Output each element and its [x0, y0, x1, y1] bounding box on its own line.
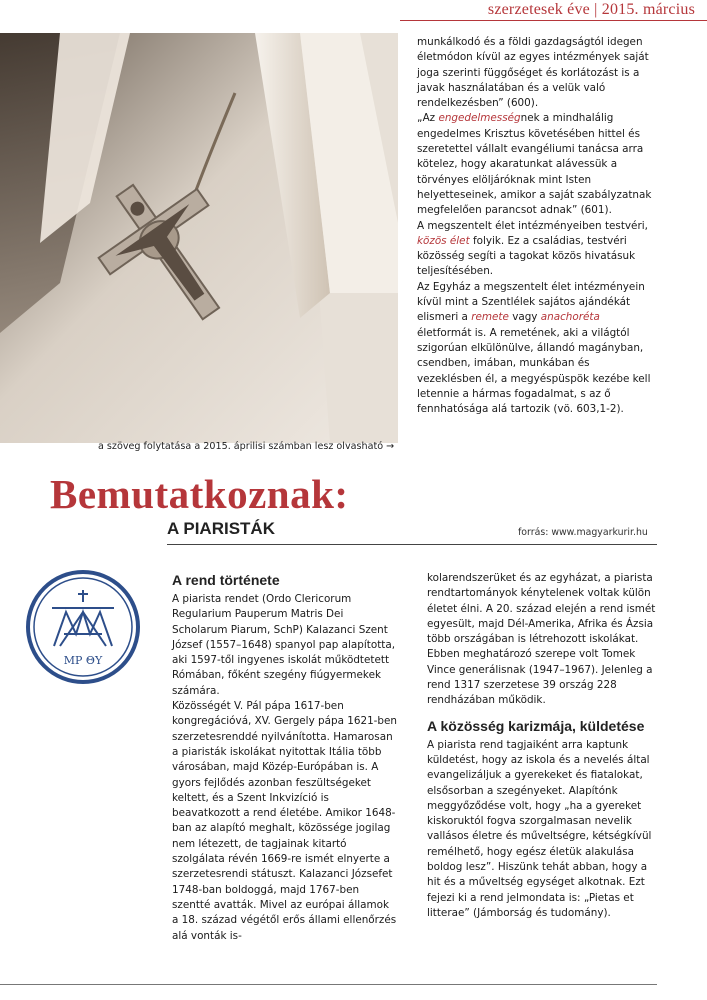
highlight-term: engedelmesség — [438, 112, 521, 125]
feature-title: Bemutatkoznak: — [50, 471, 349, 517]
paragraph: A megszentelt élet intézményeiben testvéri, közös élet folyik. Ez a családias, testvéri közösség segíti a tagokat közös hivatásuk teljesítésében. — [417, 219, 648, 278]
feature-subtitle: A PIARISTÁK — [167, 519, 275, 538]
running-head: szerzetesek éve | 2015. március — [487, 1, 695, 18]
history-column — [172, 571, 398, 944]
source-credit: forrás: www.magyarkurir.hu — [518, 527, 648, 538]
photo-caption: a szöveg folytatása a 2015. áprilisi számban lesz olvasható → — [98, 441, 395, 452]
paragraph: munkálkodó és a földi gazdagságtól idegen életmódon kívül az egyes intézmények saját joga szerinti függőséget és korlátozást is a javak használatában és a velük való rendelkezésben” (600). — [417, 36, 649, 110]
subtitle-rule — [167, 544, 657, 545]
crucifix-illustration — [0, 33, 398, 443]
highlight-term: remete — [471, 311, 509, 324]
paragraph: Közösségét V. Pál pápa 1617-ben kongregációvá, XV. Gergely pápa 1621-ben szerzetesrenddé nyilvánította. Hamarosan a piaristák iskolákat nyitottak Itália több városában, majd Közép-Európában is. A gyors fejlődés azonban feszültségeket keltett, és a Szent Inkvizíció is beavatkozott a rend életébe. Amikor 1648-ban az alapító meghalt, közössége jogilag nem létezett, de tagjainak kitartó szolgálata révén 1669-re ismét elnyerte a szerzetesrendi státuszt. Kalazanci Józsefet 1748-ban boldoggá, majd 1767-ben szentté avatták. Mivel az európai államok a 18. század végétől erős állami ellenőrzés alá vonták is- — [172, 700, 398, 942]
charism-column — [427, 571, 657, 921]
piarist-logo — [24, 568, 142, 686]
paragraph: kolarendszerüket és az egyházat, a piarista rendtartományok kénytelenek voltak külön életet élni. A 20. század elején a rend ismét egyesült, majd Dél-Amerika, Afrika és Ázsia több országában is létrehozott iskolákat. Ebben meghatározó szerepe volt Tomek Vince generálisnak (1947–1967). Jelenleg a rend 1317 szerzetese 39 ország 228 rendházában működik. — [427, 572, 656, 707]
section-heading: A közösség karizmája, küldetése — [427, 717, 645, 734]
top-right-column — [417, 35, 652, 417]
paragraph: Az Egyház a megszentelt élet intézményein kívül mint a Szentlélek sajátos ajándékát elismeri a remete vagy anachoréta életformát is. A remetének, aki a világtól szigorúan elkülönülve, állandó magányban, csendben, imában, munkában és vezeklésben él, a megyéspüspök kezébe kell letennie a hármas fogadalmat, s az ő fennhatósága alá tartozik (vö. 603,1-2). — [417, 280, 651, 416]
highlight-term: közös élet — [417, 234, 470, 247]
footer-rule — [0, 984, 657, 985]
header-rule — [400, 20, 707, 21]
logo-monogram: ΜΡ ΘΥ — [63, 654, 103, 667]
highlight-term: anachoréta — [540, 311, 600, 324]
crucifix-photo — [0, 33, 398, 443]
section-heading: A rend története — [172, 572, 280, 588]
paragraph: „Az engedelmességnek a mindhalálig engedelmes Krisztus követésében hittel és szeretettel vállalt evangéliumi tanácsa arra kötelez, hogy akaratunkat alávessük a törvényes elöljáróknak mint Isten helyetteseinek, amikor a saját szabályzatnak megfelelően parancsot adnak” (601). — [417, 112, 652, 217]
paragraph: A piarista rendet (Ordo Clericorum Regularium Pauperum Matris Dei Scholarum Piarum, SchP) Kalazanci Szent József (1557–1648) spanyol pap alapította, aki 1597-től ingyenes iskolát működtetett Rómában, főként szegény fiúgyermekek számára. — [172, 593, 396, 697]
paragraph: A piarista rend tagjaiként arra kaptunk küldetést, hogy az iskola és a nevelés által evangelizáljuk a gyerekeket és fiatalokat, elsősorban a szegényeket. Alapítónk meggyőződése volt, hogy „ha a gyereket kiskoruktól fogva szorgalmasan nevelik vallásos életre és műveltségre, kétségkívül remélhető, hogy egész életük alakulása boldog lesz”. Hiszünk tehát abban, hogy a hit és a műveltség egységet alkotnak. Ezt fejezi ki a rend jelmondata is: „Pietas et litterae” (Jámborság és tudomány). — [427, 738, 652, 919]
